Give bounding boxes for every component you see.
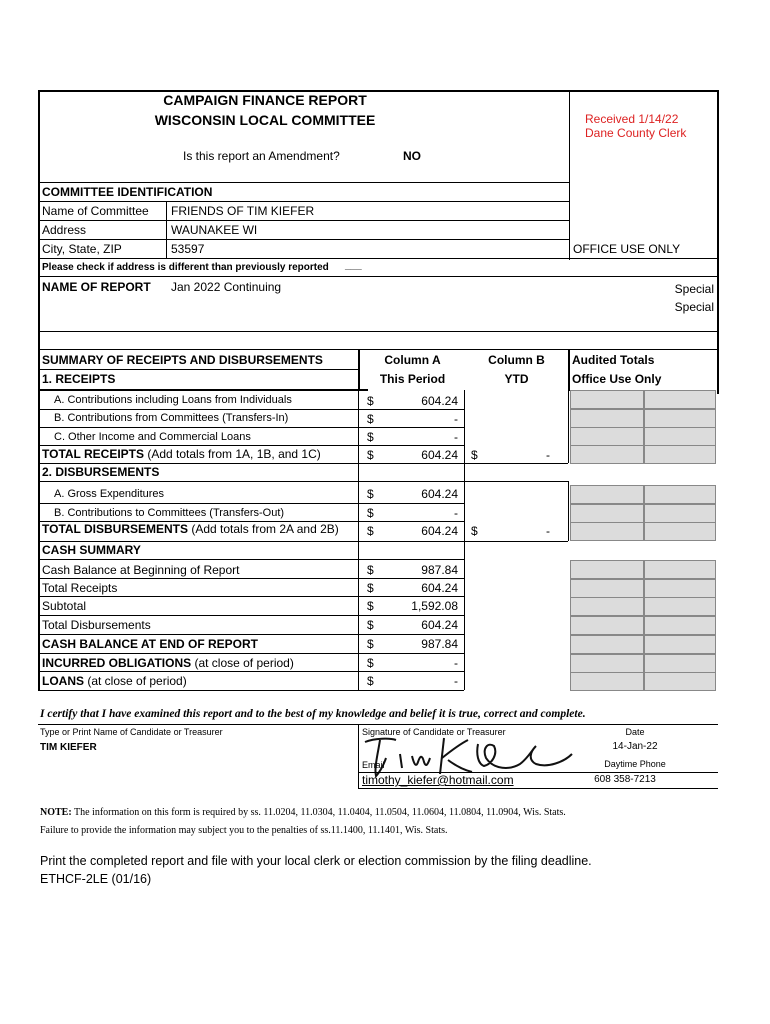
obligations-currency: $ — [367, 656, 374, 670]
obligations-label: INCURRED OBLIGATIONS (at close of period) — [42, 656, 294, 670]
audited-box — [644, 504, 716, 523]
obligations-value[interactable]: - — [454, 656, 458, 670]
cash-subtotal-value[interactable]: 1,592.08 — [411, 599, 458, 613]
loans-label: LOANS (at close of period) — [42, 674, 187, 688]
rule — [38, 596, 464, 597]
grid-line — [358, 481, 568, 482]
audited-box — [570, 504, 644, 523]
cash-disb-label: Total Disbursements — [42, 618, 151, 632]
rule — [38, 671, 464, 672]
received-by: Dane County Clerk — [585, 126, 687, 140]
audited-box — [644, 390, 716, 409]
rule — [38, 389, 368, 391]
address-check-note: Please check if address is different than previously reported — [42, 262, 329, 273]
rule — [38, 239, 570, 240]
disb-row-a-label: A. Gross Expenditures — [54, 488, 165, 500]
rule — [38, 331, 719, 332]
col-a-title: Column A — [384, 353, 441, 367]
rule — [38, 258, 719, 259]
total-disb-ytd-currency: $ — [471, 524, 478, 538]
audited-box — [570, 672, 644, 691]
audited-title: Audited Totals — [572, 353, 655, 367]
total-disb-ytd-value[interactable]: - — [546, 524, 550, 538]
rule — [38, 481, 358, 482]
audited-box — [570, 635, 644, 654]
audited-box — [570, 616, 644, 635]
print-name-label: Type or Print Name of Candidate or Treasurer — [40, 727, 223, 737]
receipt-row-b-currency: $ — [367, 412, 374, 426]
note-line-2: Failure to provide the information may subject you to the penalties of ss.11.1400, 11.1401, Wis. Stats. — [40, 825, 448, 836]
audited-box — [570, 390, 644, 409]
cash-subtotal-currency: $ — [367, 599, 374, 613]
rule — [358, 788, 718, 789]
rule — [38, 276, 719, 277]
audited-box — [570, 597, 644, 616]
date-label: Date — [625, 727, 645, 737]
special-label-1: Special — [674, 282, 714, 296]
grid-line — [568, 481, 569, 541]
audited-box — [570, 654, 644, 673]
audited-box — [644, 445, 716, 464]
disb-row-a-currency: $ — [367, 487, 374, 501]
grid-line — [358, 559, 464, 560]
receipt-row-c-value[interactable]: - — [454, 430, 458, 444]
rule — [38, 724, 718, 725]
phone-value[interactable]: 608 358-7213 — [594, 774, 656, 785]
receipts-title: 1. RECEIPTS — [42, 372, 116, 386]
loans-currency: $ — [367, 674, 374, 688]
col-b-subtitle: YTD — [504, 372, 529, 386]
committee-section-title: COMMITTEE IDENTIFICATION — [42, 185, 213, 199]
audited-box — [644, 616, 716, 635]
grid-line — [464, 390, 465, 690]
col-a-subtitle: This Period — [379, 372, 446, 386]
special-label-2: Special — [674, 300, 714, 314]
cash-begin-label: Cash Balance at Beginning of Report — [42, 563, 240, 577]
summary-title: SUMMARY OF RECEIPTS AND DISBURSEMENTS — [42, 353, 323, 367]
receipt-row-c-currency: $ — [367, 430, 374, 444]
total-receipts-value[interactable]: 604.24 — [421, 448, 458, 462]
audited-box — [570, 579, 644, 598]
committee-name-label: Name of Committee — [42, 204, 149, 218]
grid-line — [358, 390, 359, 690]
total-disb-currency: $ — [367, 524, 374, 538]
rule — [38, 369, 358, 370]
frame-right-lower — [717, 349, 719, 394]
audited-box — [570, 522, 644, 541]
report-name-label: NAME OF REPORT — [42, 280, 151, 294]
audited-subtitle: Office Use Only — [572, 372, 662, 386]
rule — [38, 541, 568, 542]
disbursements-title: 2. DISBURSEMENTS — [42, 465, 160, 479]
cash-end-currency: $ — [367, 637, 374, 651]
cash-begin-currency: $ — [367, 563, 374, 577]
grid-line — [358, 445, 464, 446]
cash-subtotal-label: Subtotal — [42, 599, 87, 613]
city-state-zip-value[interactable]: 53597 — [171, 242, 205, 256]
audited-box — [644, 560, 716, 579]
label-divider — [166, 201, 167, 258]
disb-row-b-currency: $ — [367, 506, 374, 520]
received-stamp: Received 1/14/22 — [585, 112, 679, 126]
cash-begin-value[interactable]: 987.84 — [421, 563, 458, 577]
audited-box — [644, 427, 716, 446]
office-use-label: OFFICE USE ONLY — [573, 242, 681, 256]
rule — [38, 427, 358, 428]
form-id: ETHCF-2LE (01/16) — [40, 872, 152, 886]
rule — [38, 690, 464, 691]
grid-line — [358, 463, 568, 464]
cash-end-label: CASH BALANCE AT END OF REPORT — [42, 637, 258, 651]
receipt-row-a-label: A. Contributions including Loans from Individuals — [54, 394, 292, 406]
receipt-row-b-value[interactable]: - — [454, 412, 458, 426]
rule — [38, 615, 464, 616]
col-b-title: Column B — [488, 353, 545, 367]
total-receipts-currency: $ — [367, 448, 374, 462]
receipt-row-c-label: C. Other Income and Commercial Loans — [54, 431, 251, 443]
receipt-row-a-value[interactable]: 604.24 — [421, 394, 458, 408]
city-state-zip-label: City, State, ZIP — [42, 242, 122, 256]
date-value[interactable]: 14-Jan-22 — [612, 741, 658, 752]
total-receipts-label: TOTAL RECEIPTS (Add totals from 1A, 1B, and 1C) — [42, 447, 321, 461]
summary-header-divider — [358, 349, 360, 391]
committee-name-value[interactable]: FRIENDS OF TIM KIEFER — [171, 204, 315, 218]
rule — [38, 578, 464, 579]
rule — [38, 182, 570, 183]
email-label: Email — [362, 760, 385, 770]
total-receipts-ytd-value[interactable]: - — [546, 448, 550, 462]
cash-end-value[interactable]: 987.84 — [421, 637, 458, 651]
phone-label: Daytime Phone — [604, 759, 666, 769]
rule — [38, 220, 570, 221]
audited-box — [570, 409, 644, 428]
note-line-1: NOTE: The information on this form is required by ss. 11.0204, 11.0304, 11.0404, 11.0504, 11.0604, 11.0804, 11.0904, Wis. Stats. — [40, 807, 566, 818]
amendment-question: Is this report an Amendment? — [183, 149, 340, 163]
grid-line — [358, 409, 464, 410]
rule — [38, 559, 358, 560]
grid-line — [358, 427, 464, 428]
audited-box — [570, 445, 644, 464]
title-line2: WISCONSIN LOCAL COMMITTEE — [154, 112, 376, 128]
audited-box — [644, 579, 716, 598]
disb-row-b-value[interactable]: - — [454, 506, 458, 520]
amendment-answer[interactable]: NO — [403, 149, 421, 163]
signature-label: Signature of Candidate or Treasurer — [362, 727, 506, 737]
cash-disb-currency: $ — [367, 618, 374, 632]
rule — [38, 503, 464, 504]
rule — [38, 634, 464, 635]
email-value[interactable]: timothy_kiefer@hotmail.com — [362, 773, 514, 787]
frame-top — [38, 90, 719, 92]
receipt-row-b-label: B. Contributions from Committees (Transfers-In) — [54, 412, 289, 424]
disb-row-b-label: B. Contributions to Committees (Transfers-Out) — [54, 507, 285, 519]
rule — [38, 445, 358, 446]
cash-receipts-value[interactable]: 604.24 — [421, 581, 458, 595]
rule — [38, 409, 358, 410]
audited-box — [644, 485, 716, 504]
receipt-row-a-currency: $ — [367, 394, 374, 408]
audited-box — [570, 485, 644, 504]
filing-instruction: Print the completed report and file with your local clerk or election commission by the filing deadline. — [40, 854, 592, 868]
sig-divider — [358, 724, 359, 788]
address-check-box[interactable]: ___ — [345, 260, 362, 271]
certification-statement: I certify that I have examined this report and to the best of my knowledge and belief it is true, correct and complete. — [40, 708, 586, 720]
audited-box — [644, 522, 716, 541]
rule — [38, 349, 719, 350]
grid-line — [568, 390, 569, 463]
report-name-value[interactable]: Jan 2022 Continuing — [171, 280, 282, 294]
title-line1: CAMPAIGN FINANCE REPORT — [163, 92, 367, 108]
print-name-value[interactable]: TIM KIEFER — [40, 742, 97, 753]
audited-box — [644, 409, 716, 428]
audited-box — [570, 427, 644, 446]
cash-receipts-label: Total Receipts — [42, 581, 118, 595]
rule — [38, 201, 570, 202]
loans-value[interactable]: - — [454, 674, 458, 688]
frame-right — [717, 90, 719, 350]
audited-divider — [568, 349, 570, 391]
disb-row-a-value[interactable]: 604.24 — [421, 487, 458, 501]
address-label: Address — [42, 223, 87, 237]
audited-box — [644, 597, 716, 616]
office-divider — [569, 90, 570, 260]
audited-box — [644, 654, 716, 673]
cash-summary-title: CASH SUMMARY — [42, 543, 141, 557]
total-disb-value[interactable]: 604.24 — [421, 524, 458, 538]
cash-receipts-currency: $ — [367, 581, 374, 595]
total-disbursements-label: TOTAL DISBURSEMENTS (Add totals from 2A and 2B) — [42, 522, 339, 536]
audited-box — [570, 560, 644, 579]
rule — [38, 463, 358, 464]
address-value[interactable]: WAUNAKEE WI — [171, 223, 258, 237]
total-receipts-ytd-currency: $ — [471, 448, 478, 462]
audited-box — [644, 635, 716, 654]
audited-box — [644, 672, 716, 691]
cash-disb-value[interactable]: 604.24 — [421, 618, 458, 632]
rule — [38, 653, 464, 654]
